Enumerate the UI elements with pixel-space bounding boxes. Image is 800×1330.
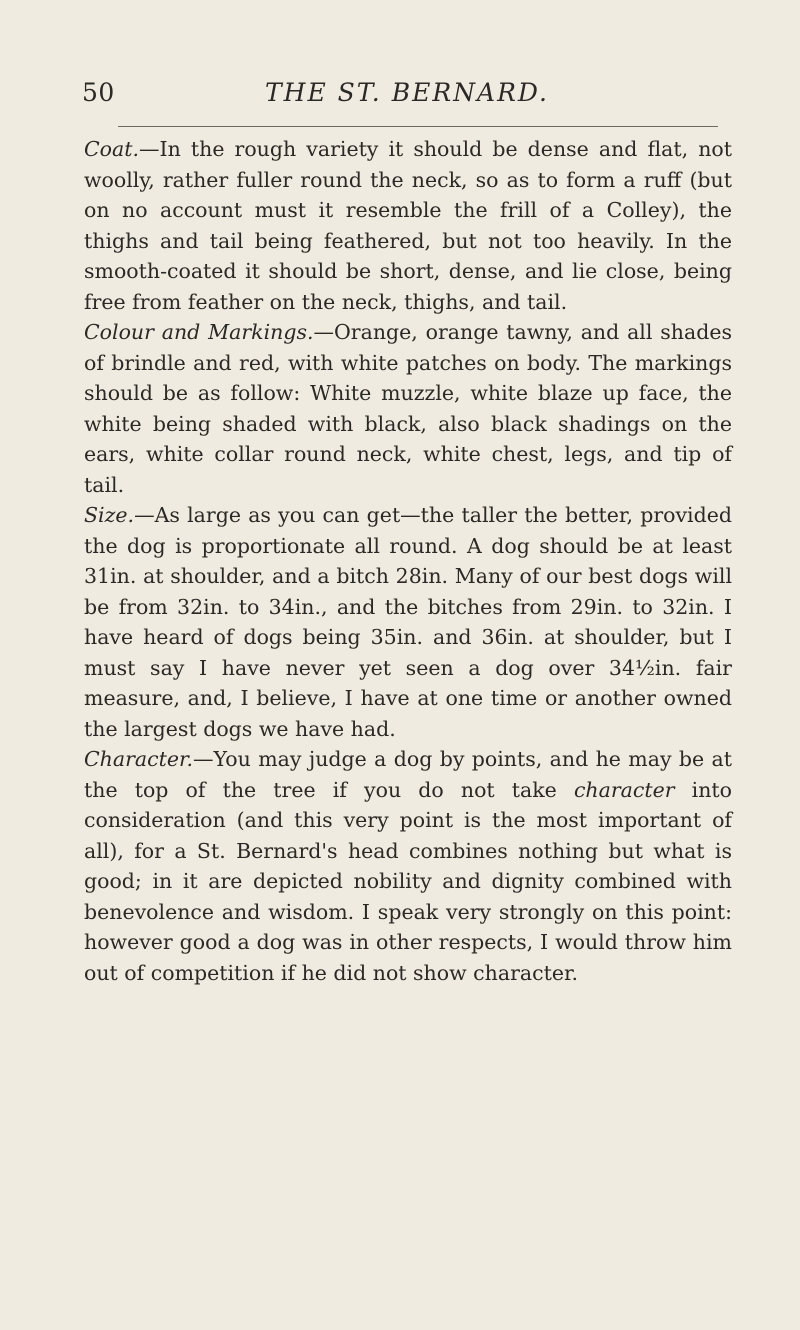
paragraph-text: —As large as you can get—the taller the better, provided the dog is proportionate all round. A dog should be at least 31in. at shoulder, and a bitch 28in. Many of our best dogs will be from 32in. to 34in., and the bitches from 29in. to 32in. I have heard of dogs being 35in. and 36in. at shoulder, but I must say I have never yet seen a dog over 34½in. fair measure, and, I believe, I have at one time or another owned the largest dogs we have had. (84, 503, 732, 741)
body-text (84, 134, 732, 988)
header-rule (118, 126, 718, 127)
page-number: 50 (82, 78, 115, 107)
paragraph-text: —You may judge a dog by points, and he may be at the top of the tree if you do not take (84, 747, 732, 802)
paragraph-heading: Coat. (84, 137, 140, 161)
paragraph-character (84, 744, 732, 988)
paragraph-heading: Colour and Markings. (84, 320, 314, 344)
paragraph-text: —Orange, orange tawny, and all shades of brindle and red, with white patches on body. The markings should be as follow: White muzzle, white blaze up face, the white being shaded with black, also black shadings on the ears, white collar round neck, white chest, legs, and tip of tail. (84, 320, 732, 497)
paragraph-text: into consideration (and this very point is the most important of all), for a St. Bernard's head combines nothing but what is good; in it are depicted nobility and dignity combined with benevolence and wisdom. I speak very strongly on this point: however good a dog was in other respects, I would throw him out of competition if he did not show character. (84, 777, 733, 985)
paragraph-heading: Size. (84, 503, 135, 527)
paragraph-size (84, 500, 732, 744)
paragraph-coat (84, 134, 732, 317)
paragraph-heading: Character. (84, 747, 194, 771)
paragraph-colour-markings (84, 317, 732, 500)
running-title: THE ST. BERNARD. (265, 78, 549, 107)
emphasis-character: character (573, 777, 675, 802)
running-head (82, 78, 722, 114)
paragraph-text: —In the rough variety it should be dense and flat, not woolly, rather fuller round the neck, so as to form a ruff (but on no account must it resemble the frill of a Colley), the thighs and tail being feathered, but not too heavily. In the smooth-coated it should be short, dense, and lie close, being free from feather on the neck, thighs, and tail. (84, 137, 732, 314)
